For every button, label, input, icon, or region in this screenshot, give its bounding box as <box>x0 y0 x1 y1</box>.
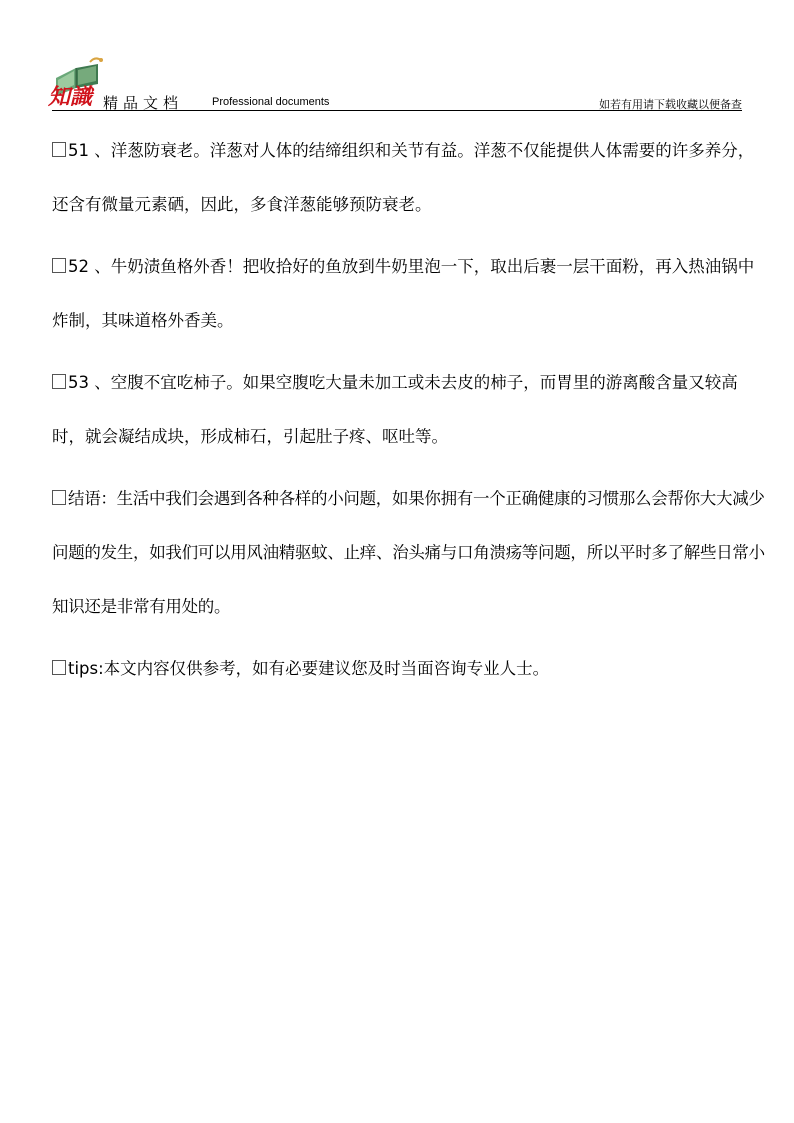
bullet-box-icon <box>52 142 66 157</box>
paragraph-53 <box>52 356 770 464</box>
paragraph-52 <box>52 240 770 348</box>
paragraph-text: 结语：生活中我们会遇到各种各样的小问题，如果你拥有一个正确健康的习惯那么会帮你大大减少问题的发生，如我们可以用风油精驱蚊、止痒、治头痛与口角溃疡等问题，所以平时多了解些日常小知识还是非常有用处的。 <box>52 489 765 616</box>
bullet-box-icon <box>52 490 66 505</box>
paragraph-text: tips:本文内容仅供参考，如有必要建议您及时当面咨询专业人士。 <box>68 659 550 678</box>
document-header <box>0 0 794 112</box>
paragraph-text: 53 、空腹不宜吃柿子。如果空腹吃大量未加工或未去皮的柿子，而胃里的游离酸含量又较高时，就会凝结成块，形成柿石，引起肚子疼、呕吐等。 <box>52 373 738 446</box>
bullet-box-icon <box>52 374 66 389</box>
paragraph-text: 52 、牛奶渍鱼格外香！把收拾好的鱼放到牛奶里泡一下，取出后裹一层干面粉，再入热油锅中炸制，其味道格外香美。 <box>52 257 755 330</box>
brand-subtitle: Professional documents <box>212 96 330 108</box>
paragraph-51 <box>52 124 770 232</box>
bullet-box-icon <box>52 258 66 273</box>
bullet-box-icon <box>52 660 66 675</box>
document-body <box>52 124 770 704</box>
logo <box>46 56 106 108</box>
brand-title: 精品文档 <box>103 94 184 112</box>
header-note: 如若有用请下载收藏以便备查 <box>599 98 742 111</box>
logo-text: 知識 <box>48 84 93 108</box>
book-logo-icon <box>46 56 106 108</box>
paragraph-text: 51 、洋葱防衰老。洋葱对人体的结缔组织和关节有益。洋葱不仅能提供人体需要的许多养分，还含有微量元素硒，因此，多食洋葱能够预防衰老。 <box>52 141 755 214</box>
paragraph-tips <box>52 642 770 696</box>
header-divider <box>52 110 742 111</box>
paragraph-conclusion <box>52 472 770 634</box>
